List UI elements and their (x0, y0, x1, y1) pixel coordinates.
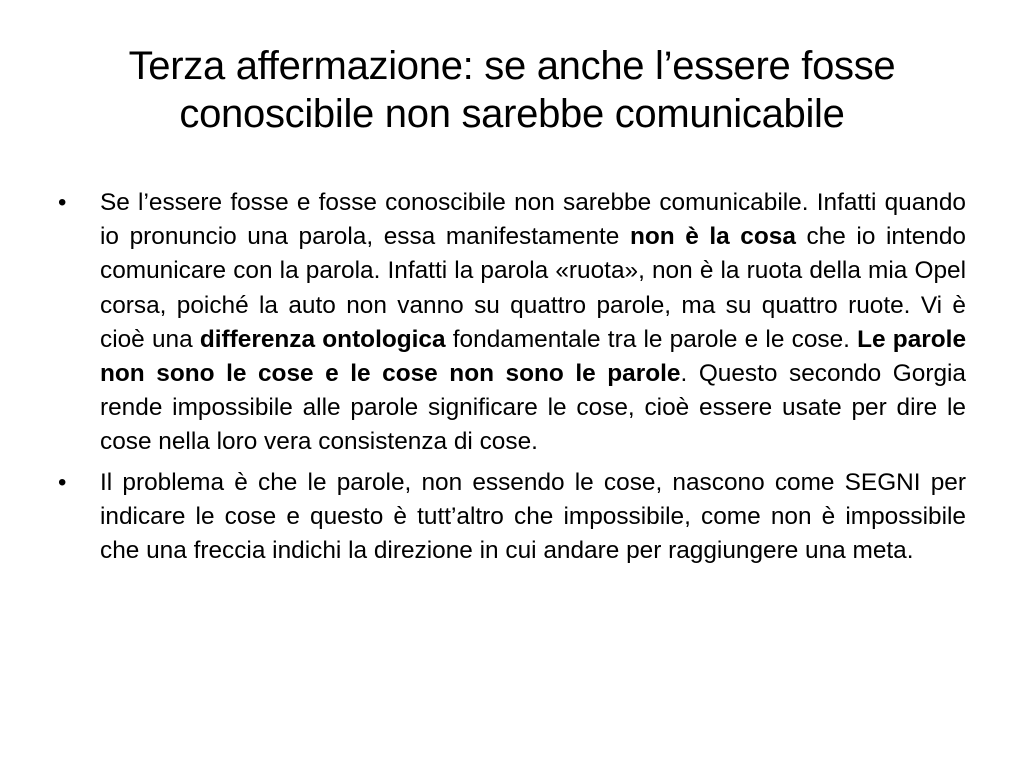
slide-title (40, 42, 984, 138)
bullet-item-2 (58, 466, 966, 569)
bullet-2-text: Il problema è che le parole, non essendo le cose, nascono come SEGNI per indicare le cose e questo è tutt’altro che impossibile, come non è impossibile che una freccia indichi la direzione in cui andare per raggiungere una meta. (100, 468, 966, 565)
bullet-1-text-1: Se l’essere fosse e fosse conoscibile non sarebbe comunicabile. Infatti quando io pronuncio una parola, essa manifestamente (100, 189, 966, 251)
bullet-dot-icon: • (58, 468, 67, 496)
bullet-dot-icon: • (58, 189, 67, 216)
bullet-1-bold-2: differenza ontologica (199, 325, 446, 353)
bullet-item-1 (58, 186, 966, 460)
slide-title-line-2: conoscibile non sarebbe comunicabile (179, 92, 845, 136)
slide-title-line-1: Terza affermazione: se anche l’essere fosse (128, 44, 896, 88)
bullet-1-text-4: . Questo secondo Gorgia rende impossibile alle parole significare le cose, cioè essere usate per dire le cose nella loro vera consistenza di cose. (100, 360, 966, 456)
bullet-list (58, 186, 966, 574)
bullet-1-text-3: fondamentale tra le parole e le cose. (445, 325, 858, 353)
bullet-1-bold-1: non è la cosa (629, 223, 796, 251)
bullet-1-text-2: che io intendo comunicare con la parola. Infatti la parola «ruota», non è la ruota della mia Opel corsa, poiché la auto non vanno su quattro parole, ma su quattro ruote. Vi è cioè una (100, 223, 966, 353)
bullet-1-bold-3: Le parole non sono le cose e le cose non sono le parole (100, 325, 967, 388)
